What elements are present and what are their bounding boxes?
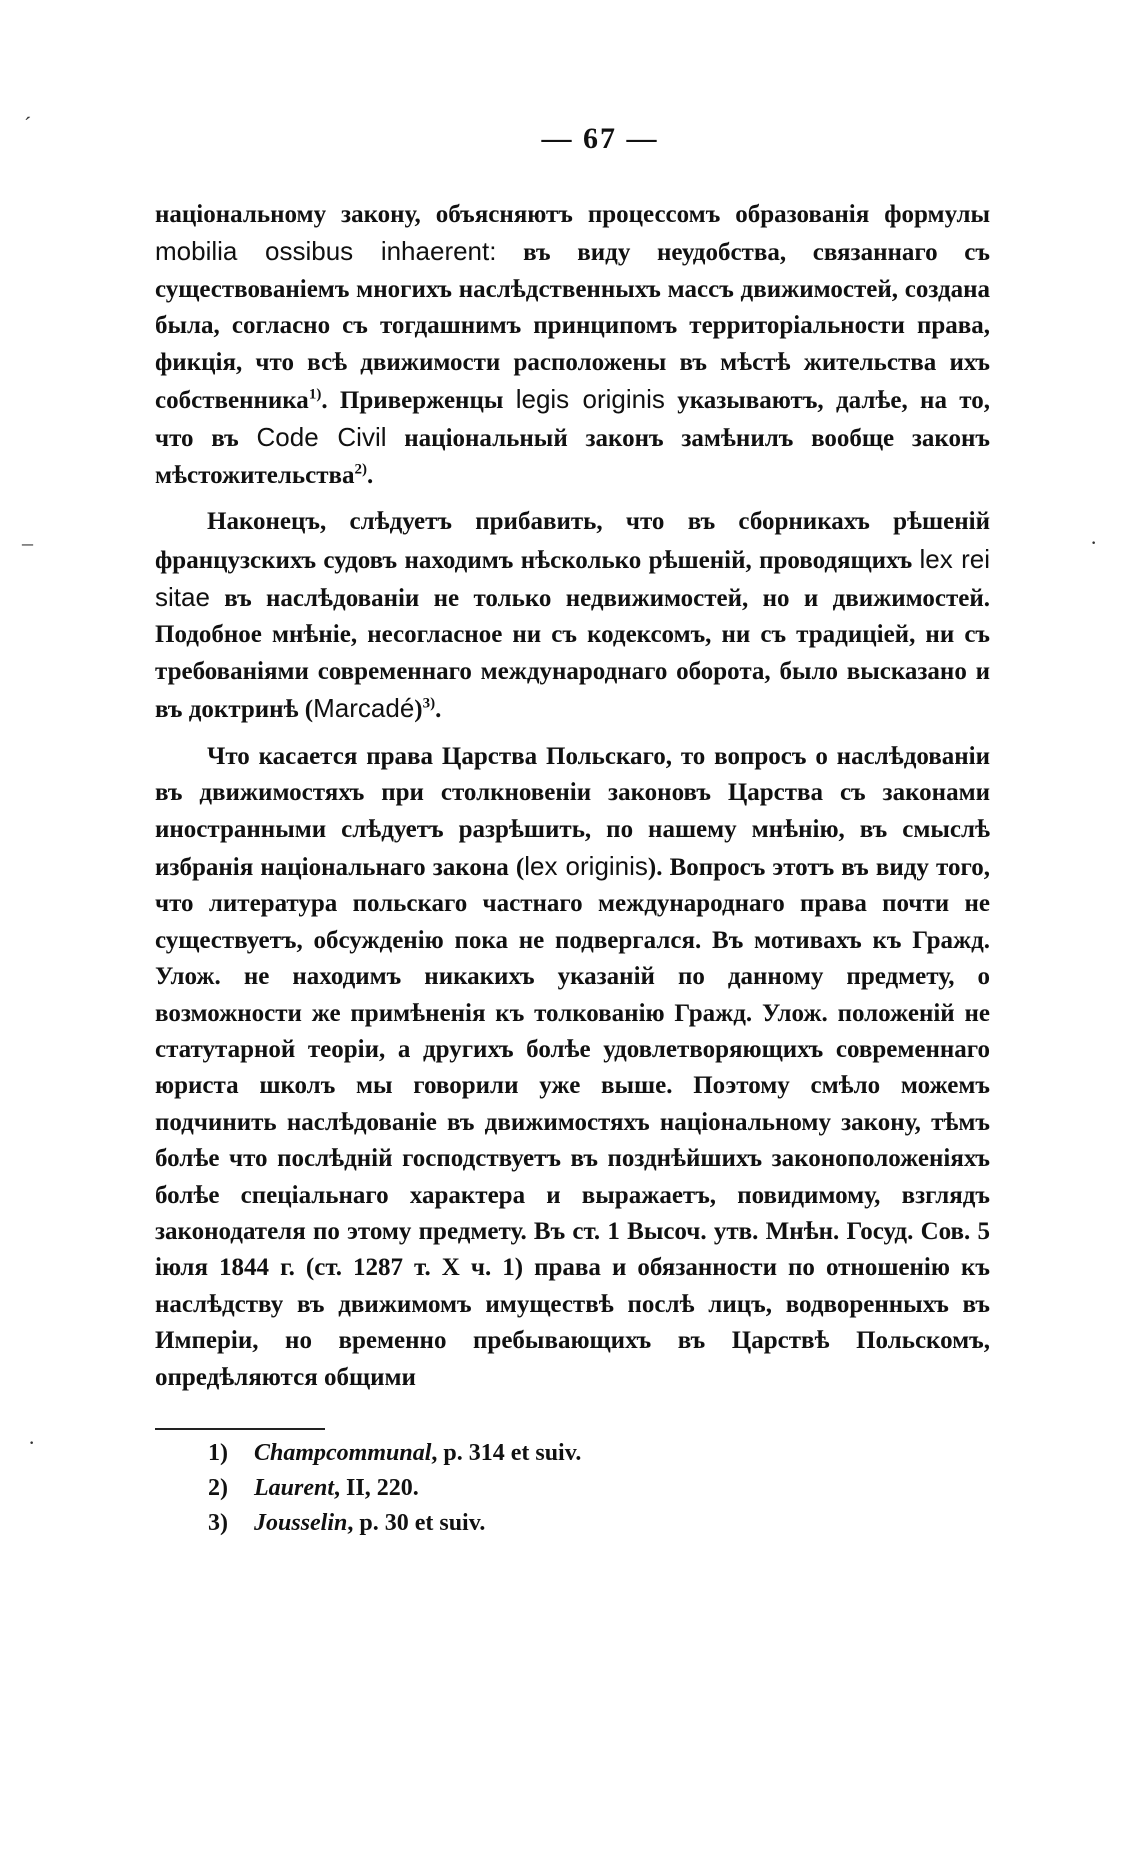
latin-phrase: lex originis	[524, 850, 648, 881]
footnote-ref-1: 1)	[308, 386, 322, 403]
margin-dot-mark: ·	[28, 1430, 36, 1455]
footnote-mark: 1)	[208, 1440, 228, 1466]
page-number: — 67 —	[541, 122, 659, 155]
latin-phrase: legis originis	[515, 384, 665, 415]
text-run: Что касается права Царства Польскаго, то вопросъ о наслѣдованіи въ движимостяхъ при столкновеніи законовъ Царства съ законами иностранными слѣдуетъ разрѣшить, по нашему мнѣнію, въ смыслѣ избранія національнаго закона (	[155, 742, 990, 881]
text-run: .	[435, 696, 442, 724]
paragraph-2	[155, 504, 990, 728]
margin-dash-mark: ‒	[22, 530, 33, 555]
footnote-3	[208, 1506, 581, 1541]
footnote-text: , II, 220.	[334, 1475, 419, 1501]
text-run: ). Вопросъ этотъ въ виду того, что литература польскаго частнаго международнаго права почти не существуетъ, обсужденію пока не подвергался. Въ мотивахъ къ Гражд. Улож. не находимъ никакихъ указаній по данному предмету, о возможности же примѣненія къ толкованію Гражд. Улож. положеній не статутарной теоріи, а другихъ болѣе удовлетворяющихъ современнаго юриста школъ мы говорили уже выше. Поэтому смѣло можемъ подчинить наслѣдованіе въ движимостяхъ національному закону, тѣмъ болѣе что послѣдній господствуетъ въ позднѣйшихъ законоположеніяхъ болѣе спеціальнаго характера и выражаетъ, повидимому, взглядъ законодателя по этому предмету. Въ ст. 1 Высоч. утв. Мнѣн. Госуд. Сов. 5 іюля 1844 г. (ст. 1287 т. X ч. 1) права и обязанности по отношенію къ наслѣдству въ движимомъ имуществѣ послѣ лицъ, водворенныхъ въ Имперіи, но временно пребывающихъ въ Царствѣ Польскомъ, опредѣляются общими	[155, 853, 990, 1391]
paragraph-1	[155, 197, 990, 494]
footnote-1	[208, 1436, 581, 1471]
footnote-author: Jousselin	[254, 1510, 348, 1536]
margin-tick-mark: ˊ	[24, 112, 32, 137]
text-run: въ виду неудобства, связаннаго съ существованіемъ многихъ наслѣдственныхъ массъ движимостей, создана была, согласно съ тогдашнимъ принципомъ территоріальности права, фикція, что всѣ движимости расположены въ мѣстѣ жительства ихъ собственника	[155, 239, 990, 415]
footnote-ref-2: 2)	[354, 461, 367, 478]
latin-phrase: Code Civil	[256, 422, 387, 453]
text-run: Наконецъ, слѣдуетъ прибавить, что въ сборникахъ рѣшеній французскихъ судовъ находимъ нѣсколько рѣшеній, проводящихъ	[155, 508, 990, 574]
footnote-author: Laurent	[254, 1475, 335, 1501]
footnote-ref-3: 3)	[422, 695, 436, 712]
body-text	[155, 197, 990, 1396]
text-run: въ наслѣдованіи не только недвижимостей, но и движимостей. Подобное мнѣніе, несогласное ни съ кодексомъ, ни съ традиціей, ни съ требованіями современнаго международнаго оборота, было высказано и въ доктринѣ (	[155, 585, 990, 724]
footnote-mark: 2)	[208, 1475, 228, 1501]
footnote-mark: 3)	[208, 1510, 228, 1536]
footnote-text: , p. 30 et suiv.	[347, 1510, 486, 1536]
text-run: .	[367, 461, 374, 489]
footnote-author: Champcommunal	[254, 1440, 432, 1466]
footnote-divider	[155, 1428, 325, 1430]
text-run: )	[414, 696, 423, 724]
margin-dot-mark: ·	[1090, 530, 1098, 555]
footnotes	[208, 1436, 581, 1541]
text-run: національный законъ замѣнилъ вообще законъ мѣстожительства	[155, 425, 990, 489]
text-run: . Приверженцы	[321, 387, 516, 415]
text-run: указываютъ, далѣе, на то, что въ	[155, 387, 990, 453]
latin-phrase: lex rei sitae	[155, 543, 990, 613]
footnote-2	[208, 1471, 581, 1506]
latin-phrase: mobilia ossibus inhaerent:	[155, 236, 497, 267]
latin-phrase: Marcadé	[313, 693, 415, 724]
footnote-text: , p. 314 et suiv.	[431, 1440, 582, 1466]
text-run: національному закону, объясняютъ процессомъ образованія формулы	[155, 201, 990, 228]
paragraph-3	[155, 739, 990, 1396]
